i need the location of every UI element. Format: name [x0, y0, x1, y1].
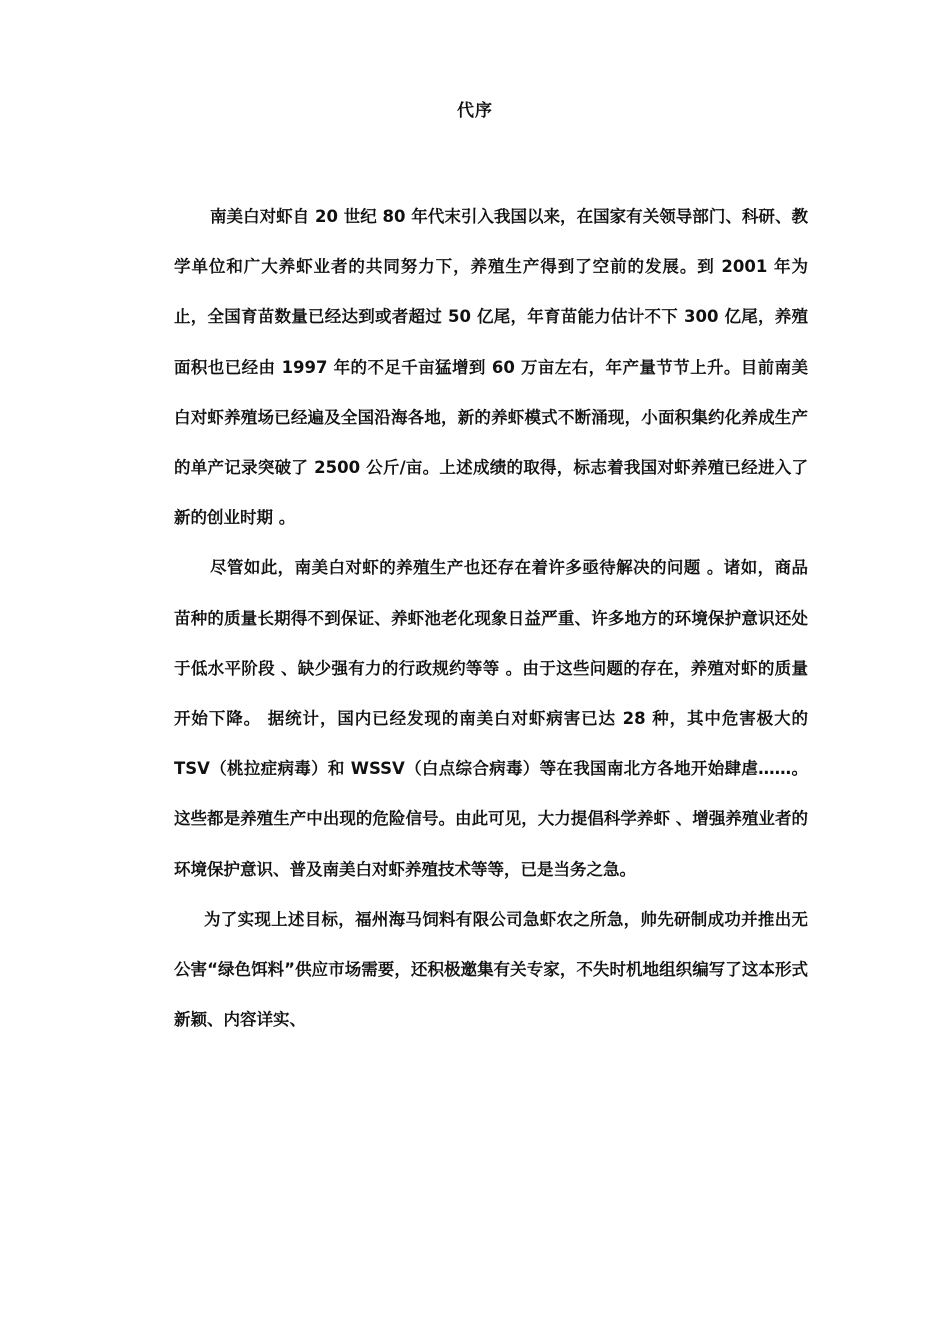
paragraph: 尽管如此，南美白对虾的养殖生产也还存在着许多亟待解决的问题 。诸如，商品苗种的质量长期得不到保证、养虾池老化现象日益严重、许多地方的环境保护意识还处于低水平阶段 、缺少强有力的行政规约等等 。由于这些问题的存在，养殖对虾的质量开始下降。 据统计，国内已经发现的南美白对虾病害已达 28 种，其中危害极大的 TSV（桃拉症病毒）和 WSSV（白点综合病毒）等在我国南北方各地开始肆虐……。这些都是养殖生产中出现的危险信号。由此可见，大力提倡科学养虾 、增强养殖业者的环境保护意识、普及南美白对虾养殖技术等等，已是当务之急。	[174, 558, 808, 879]
paragraph: 南美白对虾自 20 世纪 80 年代末引入我国以来，在国家有关领导部门、科研、教学单位和广大养虾业者的共同努力下，养殖生产得到了空前的发展。到 2001 年为止，全国育苗数量已经达到或者超过 50 亿尾，年育苗能力估计不下 300 亿尾，养殖面积也已经由 1997 年的不足千亩猛增到 60 万亩左右，年产量节节上升。目前南美白对虾养殖场已经遍及全国沿海各地，新的养虾模式不断涌现，小面积集约化养成生产的单产记录突破了 2500 公斤/亩。上述成绩的取得，标志着我国对虾养殖已经进入了新的创业时期 。	[174, 207, 808, 528]
paragraph: 为了实现上述目标，福州海马饲料有限公司急虾农之所急，帅先研制成功并推出无公害“绿色饵料”供应市场需要，还积极邀集有关专家，不失时机地组织编写了这本形式新颖、内容详实、	[174, 909, 808, 1030]
page-title: 代序	[457, 101, 493, 121]
document-body	[174, 192, 808, 1045]
